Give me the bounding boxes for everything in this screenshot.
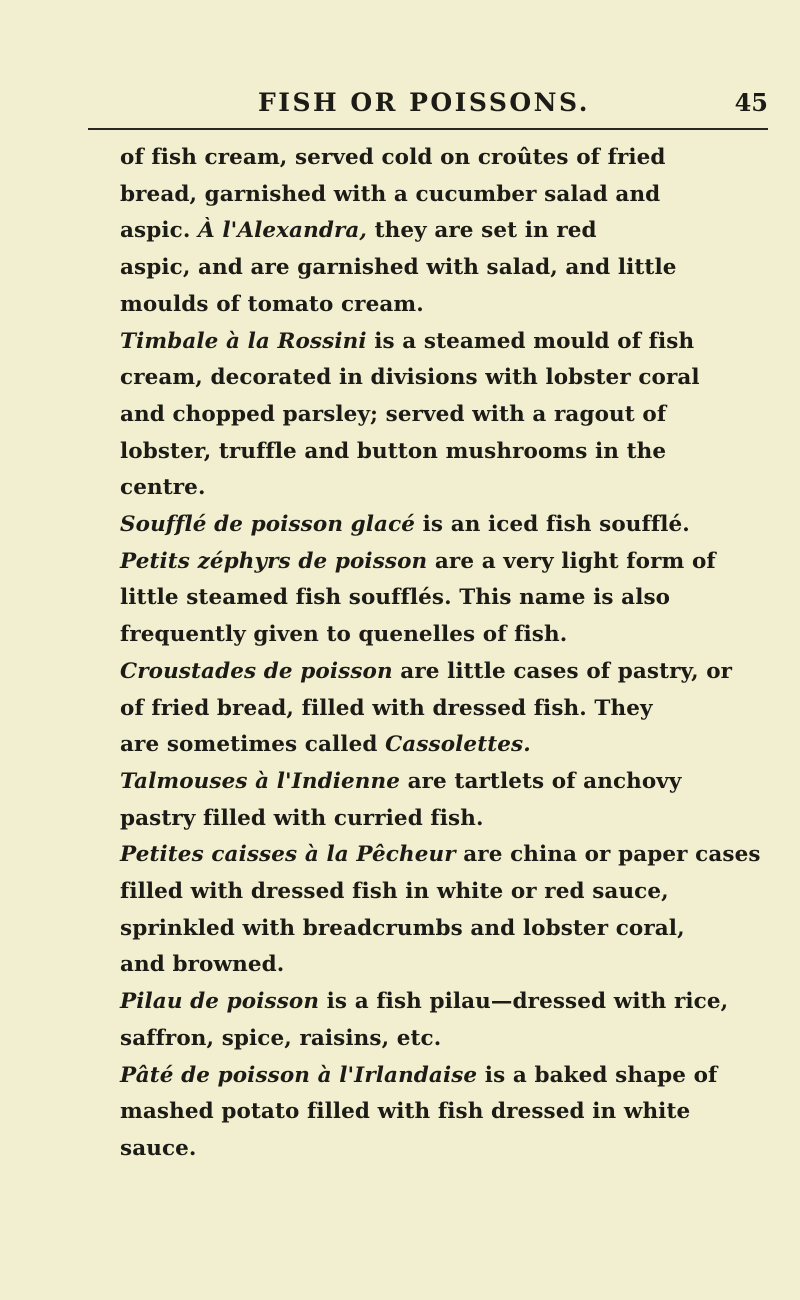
text-line bbox=[120, 287, 780, 324]
text-line bbox=[120, 397, 780, 434]
page-number: 45 bbox=[734, 88, 768, 117]
text-run: and chopped parsley; served with a ragout of bbox=[120, 401, 667, 427]
text-run: moulds of tomato cream. bbox=[120, 291, 424, 317]
text-run: bread, garnished with a cucumber salad and bbox=[120, 181, 661, 207]
text-run: are sometimes called bbox=[120, 732, 386, 758]
italic-term: Petits zéphyrs de poisson bbox=[120, 548, 428, 574]
header-rule bbox=[88, 128, 768, 130]
text-run: mashed potato filled with fish dressed in white bbox=[120, 1099, 691, 1125]
text-line bbox=[120, 1131, 780, 1168]
text-run: of fish cream, served cold on croûtes of fried bbox=[120, 145, 666, 170]
text-line bbox=[120, 434, 780, 471]
body-text bbox=[120, 140, 780, 1168]
paragraph bbox=[120, 837, 780, 984]
text-run: pastry filled with curried fish. bbox=[120, 805, 484, 831]
text-run: frequently given to quenelles of fish. bbox=[120, 622, 568, 648]
text-run: little steamed fish soufflés. This name is also bbox=[120, 585, 671, 611]
text-run: is a steamed mould of fish bbox=[366, 328, 695, 354]
text-run: are tartlets of anchovy bbox=[400, 768, 682, 794]
text-run: of fried bread, filled with dressed fish. They bbox=[120, 695, 653, 721]
text-line bbox=[120, 140, 780, 177]
text-run: aspic, and are garnished with salad, and little bbox=[120, 255, 677, 281]
italic-term: Pâté de poisson à l'Irlandaise bbox=[120, 1062, 478, 1088]
text-line bbox=[120, 213, 780, 250]
text-line bbox=[120, 837, 780, 874]
paragraph bbox=[120, 984, 780, 1057]
text-line bbox=[120, 984, 780, 1021]
text-run: aspic. bbox=[120, 218, 198, 244]
text-run: centre. bbox=[120, 475, 206, 501]
paragraph bbox=[120, 544, 780, 654]
paragraph bbox=[120, 764, 780, 837]
text-line bbox=[120, 580, 780, 617]
text-run: is a baked shape of bbox=[477, 1062, 718, 1088]
text-line bbox=[120, 617, 780, 654]
text-run: they are set in red bbox=[367, 218, 597, 244]
text-run: is an iced fish soufflé. bbox=[415, 512, 690, 538]
italic-term: Timbale à la Rossini bbox=[120, 328, 367, 354]
paragraph bbox=[120, 324, 780, 508]
text-line bbox=[120, 801, 780, 838]
text-line bbox=[120, 911, 780, 948]
text-run: filled with dressed fish in white or red sauce, bbox=[120, 879, 669, 905]
text-run: saffron, spice, raisins, etc. bbox=[120, 1025, 442, 1051]
text-line bbox=[120, 947, 780, 984]
text-line bbox=[120, 1021, 780, 1058]
text-run: are a very light form of bbox=[427, 548, 716, 574]
text-line bbox=[120, 764, 780, 801]
text-line bbox=[120, 544, 780, 581]
text-line bbox=[120, 654, 780, 691]
paragraph bbox=[120, 1058, 780, 1168]
italic-term: Croustades de poisson bbox=[120, 658, 393, 684]
text-run: are little cases of pastry, or bbox=[392, 658, 733, 684]
italic-term: Petites caisses à la Pêcheur bbox=[120, 842, 456, 868]
text-run: is a fish pilau—dressed with rice, bbox=[319, 989, 729, 1015]
text-run: lobster, truffle and button mushrooms in the bbox=[120, 438, 667, 464]
text-line bbox=[120, 250, 780, 287]
text-line bbox=[120, 727, 780, 764]
text-line bbox=[120, 1058, 780, 1095]
paragraph bbox=[120, 654, 780, 764]
italic-term: Pilau de poisson bbox=[120, 989, 320, 1015]
text-line bbox=[120, 507, 780, 544]
text-line bbox=[120, 470, 780, 507]
paragraph bbox=[120, 507, 780, 544]
text-line bbox=[120, 324, 780, 361]
text-run: sprinkled with breadcrumbs and lobster coral, bbox=[120, 915, 685, 941]
text-line bbox=[120, 177, 780, 214]
text-run: cream, decorated in divisions with lobster coral bbox=[120, 365, 700, 391]
italic-term: À l'Alexandra, bbox=[198, 218, 368, 244]
text-line bbox=[120, 691, 780, 728]
paragraph bbox=[120, 140, 780, 324]
text-run: and browned. bbox=[120, 952, 285, 978]
text-run: are china or paper cases bbox=[455, 842, 761, 868]
text-line bbox=[120, 874, 780, 911]
italic-term: Cassolettes. bbox=[385, 732, 531, 758]
italic-term: Talmouses à l'Indienne bbox=[120, 768, 401, 794]
italic-term: Soufflé de poisson glacé bbox=[120, 512, 416, 538]
text-run: sauce. bbox=[120, 1135, 197, 1161]
running-title: FISH OR POISSONS. bbox=[258, 88, 590, 117]
page-header bbox=[88, 86, 768, 126]
text-line bbox=[120, 360, 780, 397]
text-line bbox=[120, 1094, 780, 1131]
